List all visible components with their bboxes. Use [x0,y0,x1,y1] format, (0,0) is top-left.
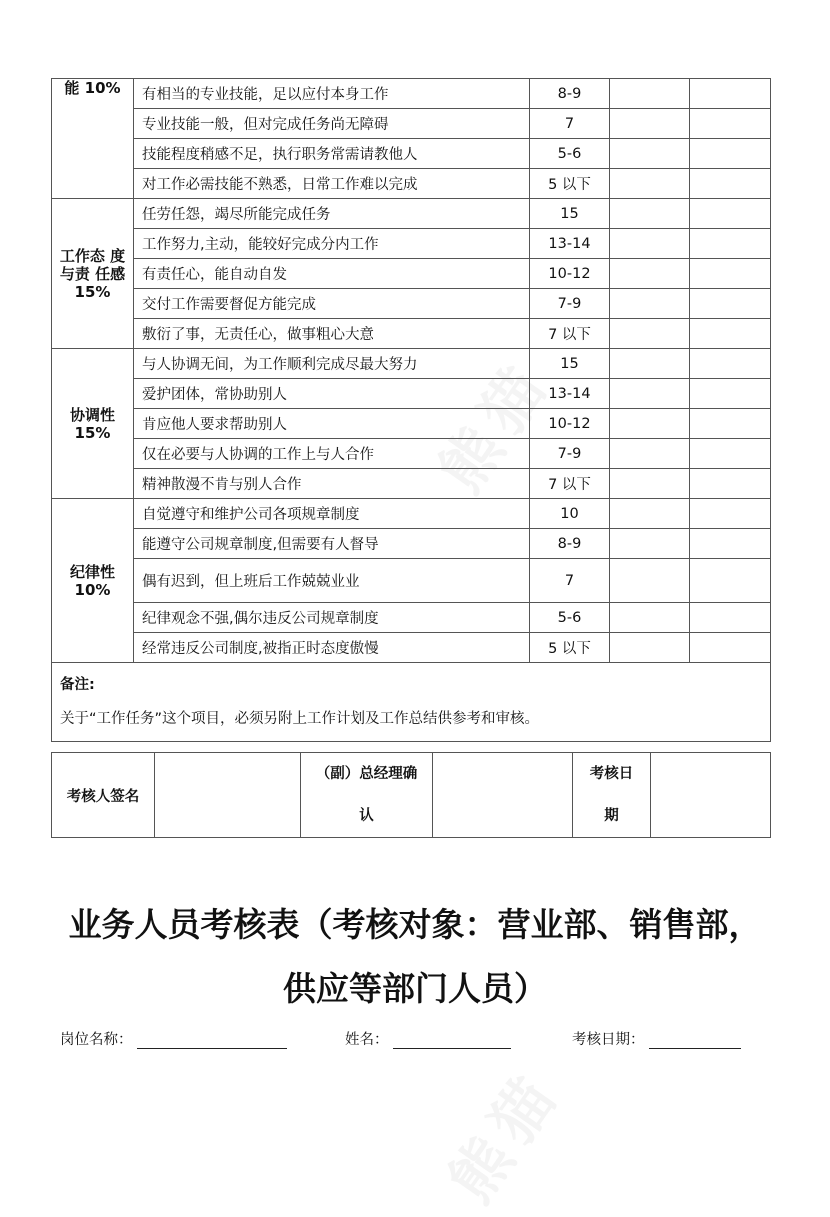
title-line-1: 业务人员考核表（考核对象：营业部、销售部， [68,905,762,944]
manager-confirm-line2: 认 [359,808,374,824]
table-row [52,199,771,229]
name-label: 姓名： [345,1032,389,1048]
score-range-cell: 5 以下 [530,169,610,199]
score-range-cell: 10-12 [530,409,610,439]
score-range-cell: 8-9 [530,529,610,559]
review-date-field[interactable] [651,753,771,838]
score-range-cell: 7 [530,559,610,603]
self-score-cell[interactable] [610,379,690,409]
score-range-cell: 15 [530,199,610,229]
review-score-cell[interactable] [690,289,771,319]
criteria-cell: 技能程度稍感不足，执行职务常需请教他人 [134,139,530,169]
review-score-cell[interactable] [690,109,771,139]
self-score-cell[interactable] [610,259,690,289]
criteria-cell: 偶有迟到，但上班后工作兢兢业业 [134,559,530,603]
criteria-cell: 经常违反公司制度,被指正时态度傲慢 [134,633,530,663]
score-range-cell: 13-14 [530,379,610,409]
position-label: 岗位名称： [60,1032,133,1048]
table-row [52,289,771,319]
category-cell: 协调性 15% [52,349,134,499]
review-date-line2: 期 [604,808,619,824]
self-score-cell[interactable] [610,633,690,663]
score-range-cell: 7 以下 [530,319,610,349]
review-date-line1: 考核日 [589,766,634,782]
header-fields [60,1028,760,1052]
review-score-cell[interactable] [690,559,771,603]
score-range-cell: 7-9 [530,289,610,319]
watermark [425,1049,578,1216]
table-row [52,633,771,663]
criteria-cell: 对工作必需技能不熟悉，日常工作难以完成 [134,169,530,199]
review-score-cell[interactable] [690,529,771,559]
criteria-cell: 敷衍了事，无责任心，做事粗心大意 [134,319,530,349]
score-range-cell: 10-12 [530,259,610,289]
score-range-cell: 5-6 [530,139,610,169]
criteria-cell: 仅在必要与人协调的工作上与人合作 [134,439,530,469]
review-score-cell[interactable] [690,499,771,529]
table-row [52,529,771,559]
self-score-cell[interactable] [610,319,690,349]
self-score-cell[interactable] [610,139,690,169]
review-score-cell[interactable] [690,349,771,379]
category-cell: 纪律性 10% [52,499,134,663]
criteria-cell: 与人协调无间，为工作顺利完成尽最大努力 [134,349,530,379]
review-score-cell[interactable] [690,633,771,663]
reviewer-signature-field[interactable] [155,753,301,838]
position-input-line[interactable] [137,1030,287,1049]
signature-row [52,753,771,838]
table-row [52,469,771,499]
signature-table [51,752,771,838]
table-row [52,349,771,379]
self-score-cell[interactable] [610,109,690,139]
score-range-cell: 7-9 [530,439,610,469]
criteria-cell: 有责任心，能自动自发 [134,259,530,289]
self-score-cell[interactable] [610,439,690,469]
table-row [52,229,771,259]
criteria-cell: 工作努力,主动，能较好完成分内工作 [134,229,530,259]
name-field [345,1028,511,1049]
criteria-cell: 有相当的专业技能，足以应付本身工作 [134,79,530,109]
date-input-line[interactable] [649,1030,741,1049]
review-score-cell[interactable] [690,229,771,259]
review-score-cell[interactable] [690,319,771,349]
manager-confirm-label [301,753,433,838]
table-row [52,499,771,529]
table-row [52,379,771,409]
review-score-cell[interactable] [690,79,771,109]
table-row [52,603,771,633]
title-line-2: 供应等部门人员） [283,969,547,1008]
self-score-cell[interactable] [610,529,690,559]
self-score-cell[interactable] [610,469,690,499]
self-score-cell[interactable] [610,499,690,529]
review-score-cell[interactable] [690,169,771,199]
criteria-cell: 交付工作需要督促方能完成 [134,289,530,319]
criteria-cell: 纪律观念不强,偶尔违反公司规章制度 [134,603,530,633]
table-row [52,259,771,289]
table-row [52,139,771,169]
self-score-cell[interactable] [610,79,690,109]
score-range-cell: 15 [530,349,610,379]
review-score-cell[interactable] [690,259,771,289]
score-range-cell: 7 [530,109,610,139]
table-row [52,319,771,349]
remarks-title: 备注: [60,677,95,693]
criteria-cell: 精神散漫不肯与别人合作 [134,469,530,499]
category-cell: 能 10% [52,79,134,199]
table-row [52,169,771,199]
review-score-cell[interactable] [690,439,771,469]
criteria-cell: 任劳任怨，竭尽所能完成任务 [134,199,530,229]
review-score-cell[interactable] [690,139,771,169]
table-row [52,79,771,109]
self-score-cell[interactable] [610,199,690,229]
criteria-cell: 自觉遵守和维护公司各项规章制度 [134,499,530,529]
self-score-cell[interactable] [610,559,690,603]
criteria-cell: 爱护团体，常协助别人 [134,379,530,409]
manager-confirm-line1: （副）总经理确 [315,766,418,782]
remarks-row [52,663,771,742]
category-cell: 工作态 度与责 任感 15% [52,199,134,349]
self-score-cell[interactable] [610,409,690,439]
score-range-cell: 8-9 [530,79,610,109]
table-row [52,109,771,139]
review-score-cell[interactable] [690,379,771,409]
review-date-label [573,753,651,838]
reviewer-label: 考核人签名 [52,753,155,838]
table-row [52,559,771,603]
remarks-cell [52,663,771,742]
review-score-cell[interactable] [690,603,771,633]
evaluation-table [51,78,771,742]
score-range-cell: 5 以下 [530,633,610,663]
review-score-cell[interactable] [690,409,771,439]
score-range-cell: 7 以下 [530,469,610,499]
remarks-text: 关于“工作任务”这个项目，必须另附上工作计划及工作总结供参考和审核。 [60,711,540,727]
review-score-cell[interactable] [690,199,771,229]
manager-confirm-field[interactable] [433,753,573,838]
document-title [0,893,830,1021]
criteria-cell: 能遵守公司规章制度,但需要有人督导 [134,529,530,559]
score-range-cell: 5-6 [530,603,610,633]
date-field [572,1028,741,1049]
self-score-cell[interactable] [610,349,690,379]
criteria-cell: 专业技能一般，但对完成任务尚无障碍 [134,109,530,139]
self-score-cell[interactable] [610,289,690,319]
self-score-cell[interactable] [610,229,690,259]
criteria-cell: 肯应他人要求帮助别人 [134,409,530,439]
score-range-cell: 13-14 [530,229,610,259]
table-row [52,439,771,469]
date-label: 考核日期： [572,1032,645,1048]
position-field [60,1028,287,1049]
self-score-cell[interactable] [610,169,690,199]
review-score-cell[interactable] [690,469,771,499]
name-input-line[interactable] [393,1030,511,1049]
table-row [52,409,771,439]
self-score-cell[interactable] [610,603,690,633]
score-range-cell: 10 [530,499,610,529]
